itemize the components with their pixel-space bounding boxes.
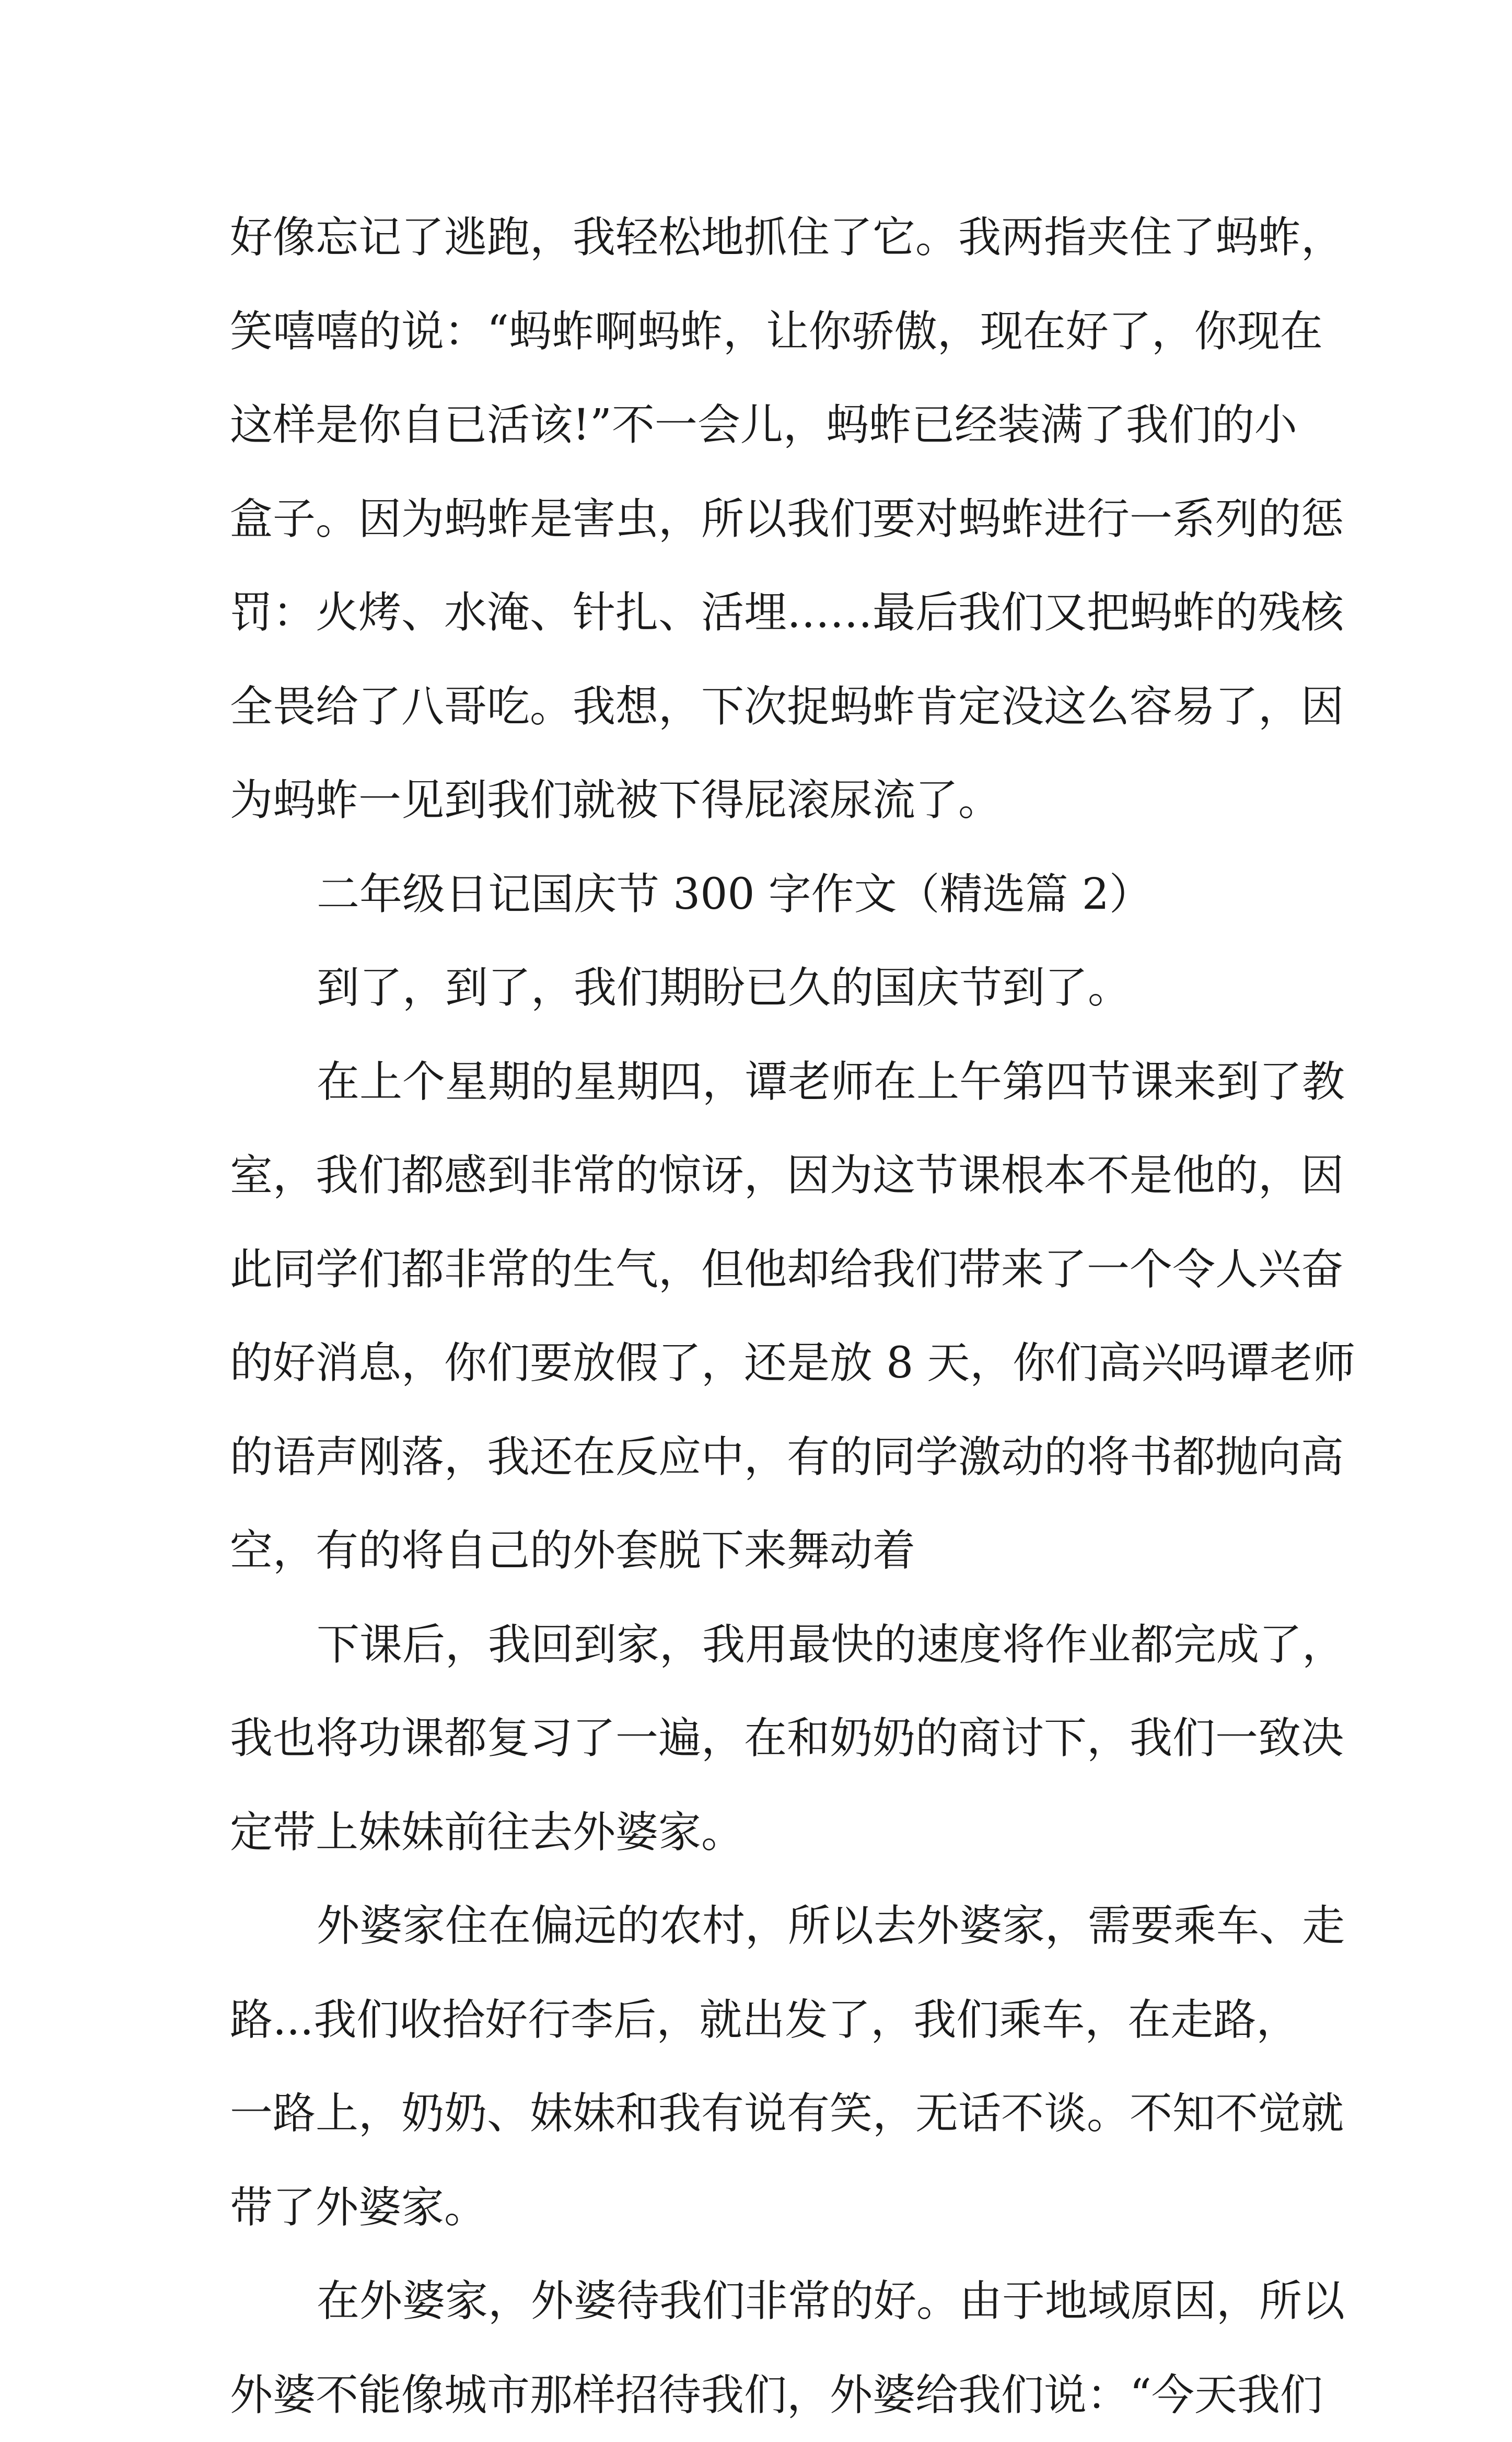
text-line: 笑嘻嘻的说：“蚂蚱啊蚂蚱，让你骄傲，现在好了，你现在: [230, 285, 1285, 379]
text-line: 盒子。因为蚂蚱是害虫，所以我们要对蚂蚱进行一系列的惩: [230, 472, 1285, 566]
paragraph-start-line: 下课后，我回到家，我用最快的速度将作业都完成了，: [230, 1598, 1285, 1692]
text-line: 好像忘记了逃跑，我轻松地抓住了它。我两指夹住了蚂蚱，: [230, 191, 1285, 285]
paragraph-end-line: 为蚂蚱一见到我们就被下得屁滚尿流了。: [230, 754, 1285, 848]
text-line: 全畏给了八哥吃。我想，下次捉蚂蚱肯定没这么容易了，因: [230, 660, 1285, 754]
paragraph-start-line: 在外婆家，外婆待我们非常的好。由于地域原因，所以: [230, 2254, 1285, 2348]
paragraph-end-line: 定带上妹妹前往去外婆家。: [230, 1786, 1285, 1880]
section-heading: 二年级日记国庆节 300 字作文（精选篇 2）: [230, 848, 1285, 942]
text-line: 此同学们都非常的生气，但他却给我们带来了一个令人兴奋: [230, 1223, 1285, 1317]
text-line: 一路上，奶奶、妹妹和我有说有笑，无话不谈。不知不觉就: [230, 2067, 1285, 2161]
text-line: 这样是你自已活该!”不一会儿，蚂蚱已经装满了我们的小: [230, 378, 1285, 472]
text-line: 的语声刚落，我还在反应中，有的同学激动的将书都抛向高: [230, 1410, 1285, 1504]
paragraph-end-line: 带了外婆家。: [230, 2161, 1285, 2255]
paragraph-line: 到了，到了，我们期盼已久的国庆节到了。: [230, 941, 1285, 1035]
text-line: 我也将功课都复习了一遍，在和奶奶的商讨下，我们一致决: [230, 1692, 1285, 1786]
paragraph-start-line: 外婆家住在偏远的农村，所以去外婆家，需要乘车、走: [230, 1879, 1285, 1973]
paragraph-start-line: 在上个星期的星期四，谭老师在上午第四节课来到了教: [230, 1035, 1285, 1129]
paragraph-end-line: 空，有的将自己的外套脱下来舞动着: [230, 1504, 1285, 1598]
text-line: 外婆不能像城市那样招待我们，外婆给我们说：“今天我们: [230, 2348, 1285, 2442]
text-line: 路...我们收拾好行李后，就出发了，我们乘车，在走路，: [230, 1973, 1285, 2067]
text-line: 室，我们都感到非常的惊讶，因为这节课根本不是他的，因: [230, 1129, 1285, 1223]
document-body: [230, 191, 1285, 2442]
text-line: 的好消息，你们要放假了，还是放 8 天，你们高兴吗谭老师: [230, 1316, 1285, 1410]
text-line: 罚：火烤、水淹、针扎、活埋……最后我们又把蚂蚱的残核: [230, 566, 1285, 660]
